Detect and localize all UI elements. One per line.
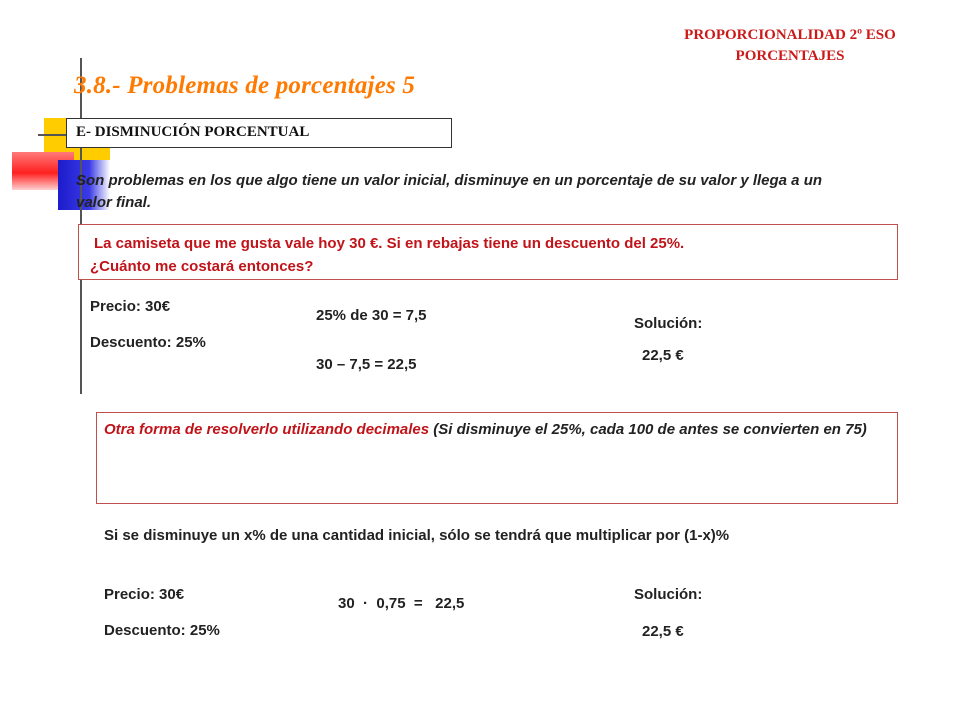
ex1-solucion-label: Solución: [634, 315, 703, 332]
alternative-red-part: Otra forma de resolverlo utilizando decimales [104, 421, 430, 438]
ex1-descuento: Descuento: 25% [90, 334, 206, 351]
section-label: E- DISMINUCIÓN PORCENTUAL [76, 124, 310, 140]
problem-line-2: ¿Cuánto me costará entonces? [90, 258, 314, 275]
problem-statement [90, 232, 880, 278]
problem-line-1: La camiseta que me gusta vale hoy 30 €. Si en rebajas tiene un descuento del 25%. [94, 235, 685, 252]
alternative-rest: (Si disminuye el 25%, cada 100 de antes se convierten en 75) [429, 421, 867, 438]
ex1-step2: 30 – 7,5 = 22,5 [316, 356, 417, 373]
ex1-step1: 25% de 30 = 7,5 [316, 307, 427, 324]
ex2-solucion-label: Solución: [634, 586, 703, 603]
ex2-descuento: Descuento: 25% [104, 622, 220, 639]
header-line-1: PROPORCIONALIDAD 2º ESO [684, 27, 896, 43]
intro-paragraph: Son problemas en los que algo tiene un valor inicial, disminuye en un porcentaje de su valor y llega a un valor final. [76, 172, 823, 211]
header-line-2: PORCENTAJES [735, 48, 845, 64]
ex2-calc: 30 · 0,75 = 22,5 [338, 595, 465, 612]
main-title: 3.8.- Problemas de porcentajes 5 [74, 72, 416, 99]
alternative-text [104, 419, 888, 441]
ex2-solucion-value: 22,5 € [642, 623, 684, 640]
ex1-solucion-value: 22,5 € [642, 347, 684, 364]
ex2-precio: Precio: 30€ [104, 586, 185, 603]
rule-text: Si se disminuye un x% de una cantidad inicial, sólo se tendrá que multiplicar por (1-x)% [104, 527, 730, 544]
ex1-precio: Precio: 30€ [90, 298, 171, 315]
